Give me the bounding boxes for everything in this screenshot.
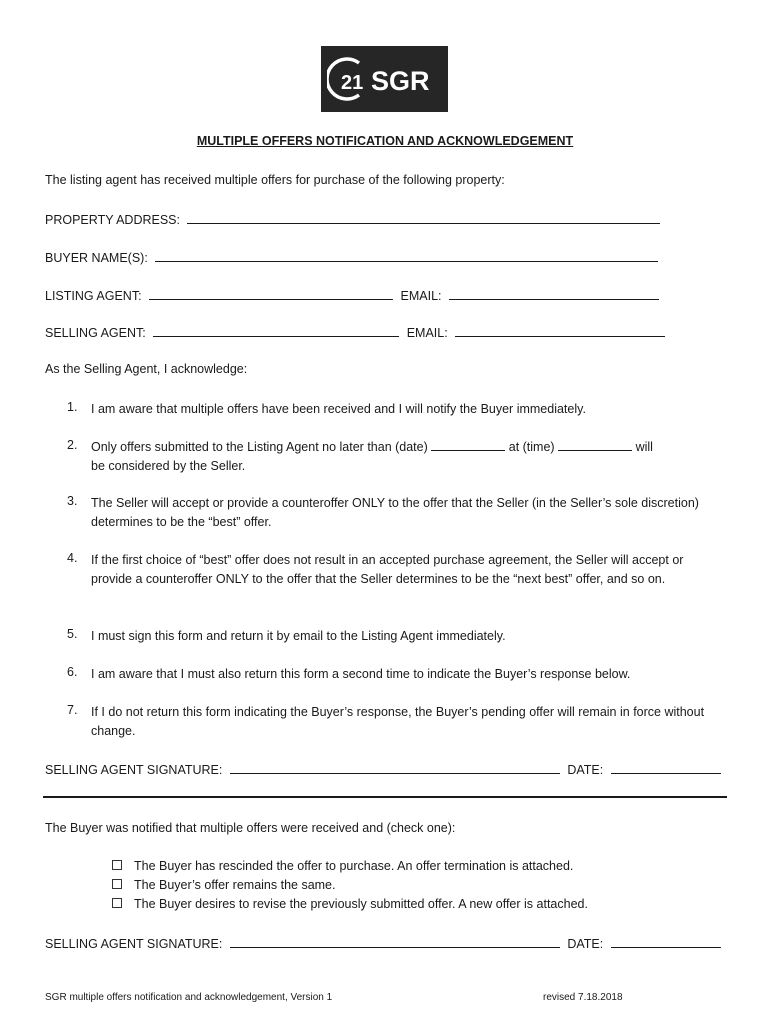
listing-agent-row [45,287,659,303]
list-item-text: I must sign this form and return it by email to the Listing Agent immediately. [91,629,506,643]
buyer-names-label: BUYER NAME(S): [45,251,148,265]
list-item-number: 6. [67,665,78,679]
deadline-date-blank[interactable] [431,438,505,451]
buyer-names-blank[interactable] [155,249,658,262]
date-blank[interactable] [611,935,721,948]
option-rescinded[interactable] [112,859,573,873]
listing-agent-email-blank[interactable] [449,287,659,300]
deadline-time-blank[interactable] [558,438,632,451]
list-item-text: I am aware that multiple offers have been received and I will notify the Buyer immediately. [91,402,586,416]
list-item-number: 4. [67,551,78,565]
listing-agent-label: LISTING AGENT: [45,289,142,303]
date-blank[interactable] [611,761,721,774]
date-label: DATE: [567,937,604,951]
listing-agent-email-label: EMAIL: [400,289,442,303]
selling-agent-email-label: EMAIL: [406,326,448,340]
list-item-number: 7. [67,703,78,717]
selling-agent-blank[interactable] [153,324,399,337]
section-divider [43,796,727,798]
footer-right: revised 7.18.2018 [543,992,623,1003]
selling-agent-email-blank[interactable] [455,324,665,337]
intro-text: The listing agent has received multiple offers for purchase of the following property: [45,173,505,187]
deadline-text-c: will [635,440,653,454]
logo-number: 21 [341,72,364,94]
signature-row-2 [45,935,721,951]
deadline-text-d: be considered by the Seller. [91,459,246,473]
list-item-number: 3. [67,494,78,508]
checkbox[interactable] [112,879,122,889]
signature-blank[interactable] [230,761,560,774]
acknowledge-intro: As the Selling Agent, I acknowledge: [45,362,248,376]
buyer-notified-text: The Buyer was notified that multiple offers were received and (check one): [45,821,456,835]
date-label: DATE: [567,763,604,777]
checkbox[interactable] [112,898,122,908]
option-revise[interactable] [112,897,588,911]
list-item-text: The Seller will accept or provide a counteroffer ONLY to the offer that the Seller (in the Seller’s sole discretion) determines to be the “best” offer. [91,496,699,529]
footer-left: SGR multiple offers notification and acknowledgement, Version 1 [45,992,333,1003]
list-item-text: If the first choice of “best” offer does not result in an accepted purchase agreement, the Seller will accept or provide a counteroffer ONLY to the offer that the Seller determines to be the “next best” offer, and so on. [91,553,684,586]
signature-label: SELLING AGENT SIGNATURE: [45,937,223,951]
property-address-row [45,211,660,227]
selling-agent-row [45,324,665,340]
selling-agent-label: SELLING AGENT: [45,326,146,340]
buyer-names-row [45,249,658,265]
century21-sgr-logo [321,46,448,112]
logo-brand: SGR [371,66,430,96]
form-title: MULTIPLE OFFERS NOTIFICATION AND ACKNOWLEDGEMENT [196,134,574,148]
checkbox[interactable] [112,860,122,870]
list-item-text: If I do not return this form indicating the Buyer’s response, the Buyer’s pending offer will remain in force without change. [91,705,705,738]
signature-blank[interactable] [230,935,560,948]
deadline-text-b: at (time) [508,440,555,454]
listing-agent-blank[interactable] [149,287,393,300]
list-item-text [91,438,711,476]
signature-label: SELLING AGENT SIGNATURE: [45,763,223,777]
property-address-blank[interactable] [187,211,660,224]
list-item-number: 1. [67,400,78,414]
signature-row-1 [45,761,721,777]
list-item-text: I am aware that I must also return this form a second time to indicate the Buyer’s response below. [91,667,631,681]
option-label: The Buyer’s offer remains the same. [134,878,336,892]
property-address-label: PROPERTY ADDRESS: [45,213,180,227]
option-label: The Buyer desires to revise the previously submitted offer. A new offer is attached. [134,897,588,911]
deadline-text-a: Only offers submitted to the Listing Agent no later than (date) [91,440,428,454]
list-item-number: 2. [67,438,78,452]
list-item-number: 5. [67,627,78,641]
option-label: The Buyer has rescinded the offer to purchase. An offer termination is attached. [134,859,574,873]
option-same[interactable] [112,878,335,892]
